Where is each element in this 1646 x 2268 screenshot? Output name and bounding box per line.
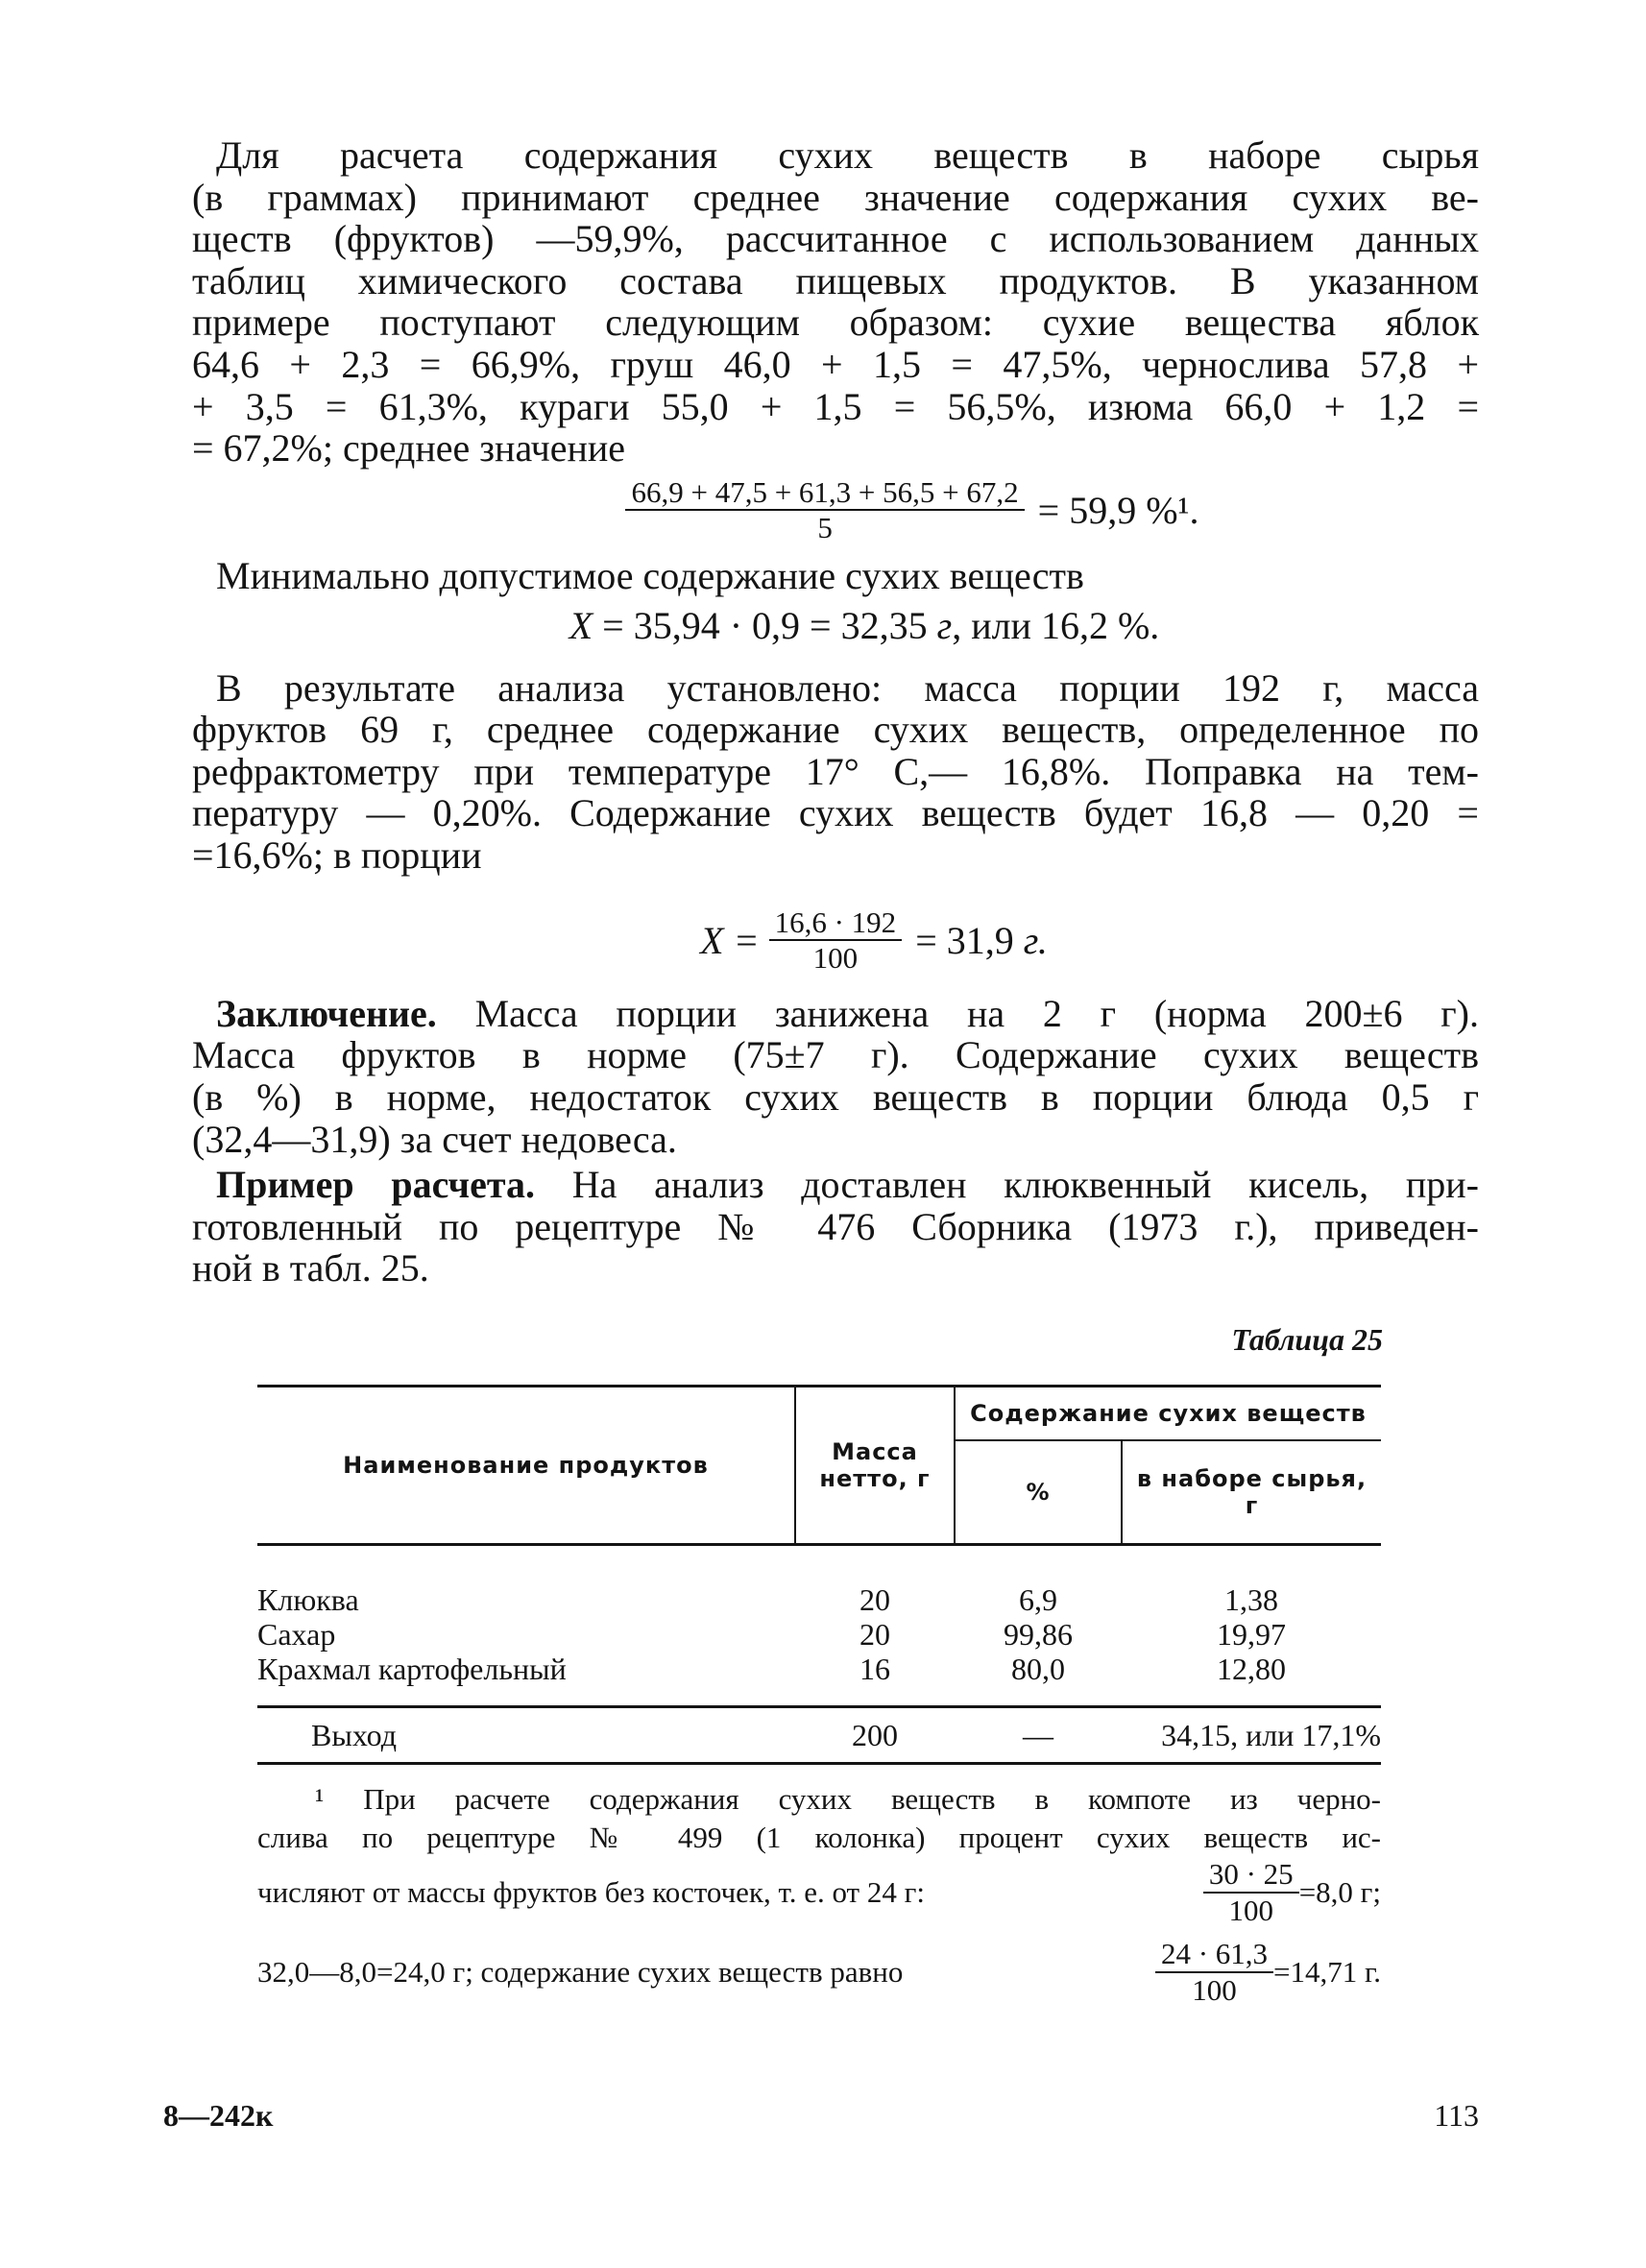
footnote-line: ¹ При расчете содержания сухих веществ в компоте из черно- — [315, 1782, 1381, 1817]
fraction-denominator: 100 — [1228, 1893, 1274, 1927]
page-footer — [163, 2098, 1479, 2134]
header-product-name: Наименование продуктов — [257, 1387, 795, 1545]
footnote-formula-tail: =8,0 г; — [1298, 1874, 1381, 1909]
header-dry-matter: Содержание сухих веществ — [955, 1387, 1381, 1441]
text-line: ной в табл. 25. — [192, 1246, 429, 1291]
total-label: Выход — [311, 1718, 397, 1753]
paragraph-analysis-result — [192, 667, 1479, 877]
signature-mark: 8—242к — [163, 2098, 274, 2133]
table-bottom-rule — [257, 1764, 1381, 1766]
fraction-numerator: 66,9 + 47,5 + 61,3 + 56,5 + 67,2 — [625, 475, 1024, 512]
text-line: примере поступают следующим образом: сухие вещества яблок — [192, 301, 1479, 345]
text-line: таблиц химического состава пищевых продуктов. В указанном — [192, 258, 1479, 302]
text-line: В результате анализа установлено: масса порции 192 г, масса — [216, 665, 1479, 710]
formula-minimum — [192, 603, 1479, 648]
text-line — [192, 993, 1479, 1035]
table-body — [257, 1582, 1381, 1686]
formula-result: = 31,9 — [915, 918, 1014, 962]
header-percent: % — [955, 1440, 1122, 1545]
text-line: рефрактометру при температуре 17° С,— 16,8%. Поправка на тем- — [192, 749, 1479, 793]
page-number: 113 — [1434, 2098, 1479, 2133]
text-line: (32,4—31,9) за счет недовеса. — [192, 1117, 677, 1161]
footnote-formula — [1155, 1937, 1381, 2007]
page-content — [192, 134, 1479, 2008]
text-line: =16,6%; в порции — [192, 833, 482, 877]
formula-expression: = 35,94 · 0,9 = 32,35 — [602, 603, 928, 647]
footnote-text: числяют от массы фруктов без косточек, т. е. от 24 г: — [257, 1874, 925, 1909]
cell-percent: 99,86 — [1004, 1617, 1073, 1653]
cell-product-name: Сахар — [257, 1617, 336, 1653]
fraction-denominator: 100 — [1192, 1972, 1237, 2007]
text-line: (в %) в норме, недостаток сухих веществ в порции блюда 0,5 г — [192, 1075, 1479, 1120]
fraction — [1203, 1857, 1299, 1927]
table-row — [257, 1617, 1381, 1652]
cell-in-raw-set: 19,97 — [1217, 1617, 1286, 1653]
conclusion-text: Масса порции занижена на 2 г (норма 200±6 г). — [436, 991, 1479, 1035]
footnote-line: слива по рецептуре № 499 (1 колонка) процент сухих веществ ис- — [257, 1821, 1381, 1855]
paragraph-dry-matter-calc — [192, 134, 1479, 470]
example-label: Пример расчета. — [216, 1163, 536, 1207]
table-divider — [257, 1545, 1381, 1583]
footnote-text: 32,0—8,0=24,0 г; содержание сухих веществ равно — [257, 1954, 904, 1989]
text-line: Минимально допустимое содержание сухих веществ — [216, 554, 1084, 598]
formula-variable: X — [569, 603, 593, 647]
text-line: пературу — 0,20%. Содержание сухих веществ будет 16,8 — 0,20 = — [192, 791, 1479, 835]
cell-net-mass: 20 — [859, 1582, 890, 1618]
cell-net-mass: 16 — [859, 1652, 890, 1687]
fraction — [1155, 1937, 1273, 2007]
cell-in-raw-set: 12,80 — [1217, 1652, 1286, 1687]
example-text: На анализ доставлен клюквенный кисель, при- — [535, 1163, 1479, 1207]
cell-percent: 80,0 — [1011, 1652, 1065, 1687]
text-line: (в граммах) принимают среднее значение содержания сухих ве- — [192, 175, 1479, 219]
footnote-formula — [1203, 1857, 1381, 1927]
ingredients-table — [257, 1385, 1381, 1765]
formula-portion — [192, 905, 1479, 976]
text-line: фруктов 69 г, среднее содержание сухих веществ, определенное по — [192, 708, 1479, 752]
formula-variable: X = — [700, 918, 760, 962]
table-row — [257, 1652, 1381, 1686]
text-line: Для расчета содержания сухих веществ в наборе сырья — [216, 133, 1479, 177]
text-line: ществ (фруктов) —59,9%, рассчитанное с использованием данных — [192, 217, 1479, 261]
formula-unit: г. — [1023, 918, 1048, 962]
header-in-raw-set: в наборе сырья, г — [1136, 1465, 1368, 1520]
fraction-numerator: 24 · 61,3 — [1155, 1937, 1273, 1973]
footnote-line — [257, 1937, 1381, 2007]
footnote-line — [257, 1857, 1381, 1927]
total-mass: 200 — [852, 1718, 898, 1753]
table-row — [257, 1582, 1381, 1617]
table-spacer — [257, 1686, 1381, 1707]
header-net-mass: Масса нетто, г — [795, 1387, 955, 1545]
footnote — [257, 1780, 1381, 2008]
fraction-denominator: 100 — [812, 941, 859, 976]
total-in-raw-set: 34,15, или 17,1% — [1161, 1718, 1381, 1753]
text-line: = 67,2%; среднее значение — [192, 426, 626, 470]
formula-average — [192, 475, 1479, 545]
fraction — [769, 905, 903, 976]
text-line: 64,6 + 2,3 = 66,9%, груш 46,0 + 1,5 = 47,5%, чернослива 57,8 + — [192, 342, 1479, 386]
formula-unit: г — [936, 603, 953, 647]
fraction-numerator: 16,6 · 192 — [769, 905, 903, 942]
cell-net-mass: 20 — [859, 1617, 890, 1653]
paragraph-minimum — [192, 555, 1479, 597]
fraction — [625, 475, 1024, 545]
fraction-denominator: 5 — [817, 511, 833, 545]
cell-product-name: Крахмал картофельный — [257, 1652, 567, 1687]
text-line: готовленный по рецептуре № 476 Сборника (1973 г.), приведен- — [192, 1204, 1479, 1248]
paragraph-example — [192, 1164, 1479, 1290]
conclusion-label: Заключение. — [216, 991, 437, 1035]
formula-result: = 59,9 %¹. — [1037, 488, 1199, 532]
text-line: + 3,5 = 61,3%, кураги 55,0 + 1,5 = 56,5%, изюма 66,0 + 1,2 = — [192, 384, 1479, 428]
cell-in-raw-set: 1,38 — [1224, 1582, 1278, 1618]
paragraph-conclusion — [192, 993, 1479, 1160]
formula-tail: , или 16,2 %. — [952, 603, 1160, 647]
text-line — [192, 1164, 1479, 1206]
cell-percent: 6,9 — [1019, 1582, 1057, 1618]
footnote-formula-tail: =14,71 г. — [1273, 1954, 1381, 1989]
table-caption: Таблица 25 — [1231, 1322, 1383, 1358]
total-percent: — — [1023, 1718, 1053, 1753]
text-line: Масса фруктов в норме (75±7 г). Содержание сухих веществ — [192, 1033, 1479, 1077]
cell-product-name: Клюква — [257, 1582, 359, 1618]
fraction-numerator: 30 · 25 — [1203, 1857, 1299, 1894]
